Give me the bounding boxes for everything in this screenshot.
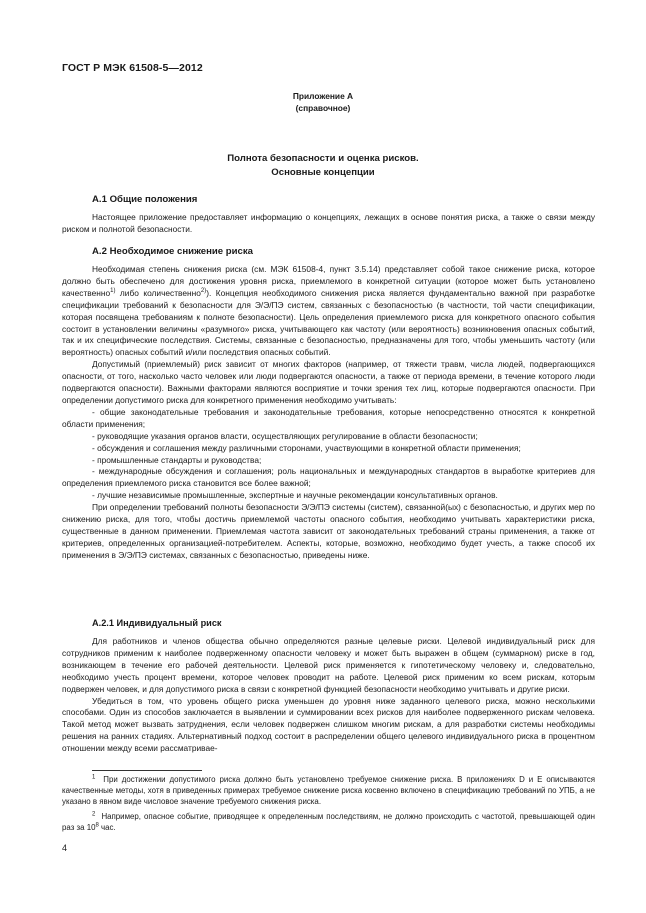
list-item: - руководящие указания органов власти, осуществляющих регулирование в области безопасности; [92, 430, 478, 441]
section-a1-heading: А.1 Общие положения [92, 194, 198, 205]
appendix-title: Приложение А [292, 91, 354, 101]
paragraph: Допустимый (приемлемый) риск зависит от многих факторов (например, от тяжести травм, числа людей, подвергающихся опасности, от того, насколько часто человек или люди подвергаются опасности, а также от периода времени, в течение которого люди подвергаются опасности). Важными факторами являются восприятие и точки зрения тех лиц, которые подвергаются опасности. При определении допустимого риска для конкретного применения необходимо учитывать: [62, 359, 595, 405]
footnotes [62, 774, 595, 833]
list-item: - лучшие независимые промышленные, экспертные и научные рекомендации консультативных органов. [92, 490, 498, 501]
list-item: - международные обсуждения и соглашения; роль национальных и международных стандартов в выработке критериев для определения приемлемого риска становится все более важной; [62, 466, 595, 489]
document-title-line1: Полнота безопасности и оценка рисков. [227, 153, 419, 164]
paragraph: Для работников и членов общества обычно определяются разные целевые риски. Целевой индивидуальный риск для сотрудников применим к наиболее подверженному опасности человеку и может быть выражен в общем (суммарном) риске в год, возникающем в течение его рабочей деятельности. Целевой риск применяется к гипотетическому человеку и, следовательно, необходимо учесть процент времени, которое человек проводит на работе. Целевой риск применим ко всем рискам, которым подвержен человек, и для допустимого риска в связи с конкретной функцией безопасности необходимо учитывать и другие риски. [62, 636, 595, 694]
footnote-1: $^1$ При достижении допустимого риска должно быть установлено требуемое снижение риска. В приложениях D и Е описываются качественные методы, хотя в приведенных примерах требуемое снижение риска косвенно включено в спецификацию требований по УПБ, а не указано в явном виде числовое значение требуемого снижения риска. [62, 774, 596, 807]
footnote-2: $^2$ Например, опасное событие, приводящее к определенным последствиям, не должно происходить с частотой, превышающей один раз за $10^8$ час. [62, 810, 595, 832]
list-item: - общие законодательные требования и законодательные требования, которые непосредственно относятся к конкретной области применения; [62, 406, 595, 429]
document-title-line2: Основные концепции [271, 167, 375, 178]
appendix-kind: (справочное) [295, 103, 351, 113]
section-a21-body [62, 636, 595, 755]
paragraph: При определении требований полноты безопасности Э/Э/ПЭ системы (систем), связанной(ых) с безопасностью, и других мер по снижению риска, для того, чтобы достичь приемлемой частоты опасного события, необходимо учитывать характеристики риска, существенные в данном применении. Приемлемая частота зависит от законодательных требований страны применения, а также от критериев, определенных организацией-потребителем. Аспекты, которые, возможно, необходимо будет учесть, а также способ их применения в Э/Э/ПЭ системах, связанных с безопасностью, приведены ниже. [62, 502, 595, 560]
list-item: - обсуждения и соглашения между различными сторонами, участвующими в конкретной области применения; [92, 442, 521, 453]
page-number: 4 [62, 843, 68, 853]
footnote-separator [92, 770, 202, 771]
section-a21-heading: А.2.1 Индивидуальный риск [92, 618, 222, 628]
paragraph: Настоящее приложение предоставляет информацию о концепциях, лежащих в основе понятия риска, а также о связи между риском и полнотой безопасности. [62, 212, 595, 234]
section-a1-body [62, 212, 595, 236]
section-a2-body [62, 264, 595, 562]
paragraph: Необходимая степень снижения риска (см. МЭК 61508-4, пункт 3.5.14) представляет собой такое снижение риска, которое должно быть обеспечено для достижения уровня риска, приемлемого в конкретной ситуации (которое может быть установлено качественно$^{1)}$ либо количественно$^{2)}$). Концепция необходимого снижения риска является фундаментально важной при разработке спецификации требований к безопасности для Э/Э/ПЭ систем, связанных с безопасностью (в частности, той части спецификации, которая посвящена требованиям к полноте безопасности). Цель определения приемлемого риска для конкретного опасного события состоит в установлении величины «разумного» риска, учитывающего как частоту (или вероятность) возникновения опасных событий, так и их специфические последствия. Системы, связанные с безопасностью, предназначены для того, чтобы уменьшить частоту (или вероятность) опасных событий и/или последствия опасных событий. [62, 264, 595, 358]
section-a2-heading: А.2 Необходимое снижение риска [92, 246, 254, 257]
list-item: - промышленные стандарты и руководства; [92, 454, 262, 465]
paragraph: Убедиться в том, что уровень общего риска уменьшен до уровня ниже заданного целевого риска, можно несколькими способами. Один из способов заключается в выявлении и суммировании всех рисков для наиболее подверженного рискам человека. Такой метод может вызвать затруднения, если человек подвержен слишком многим рискам, а для разработки системы необходимы решения на ранних стадиях. Альтернативный подход состоит в распределении общего целевого индивидуального риска в процентном отношении между всеми рассматривае- [62, 695, 595, 754]
document-header: ГОСТ Р МЭК 61508-5—2012 [62, 62, 203, 74]
